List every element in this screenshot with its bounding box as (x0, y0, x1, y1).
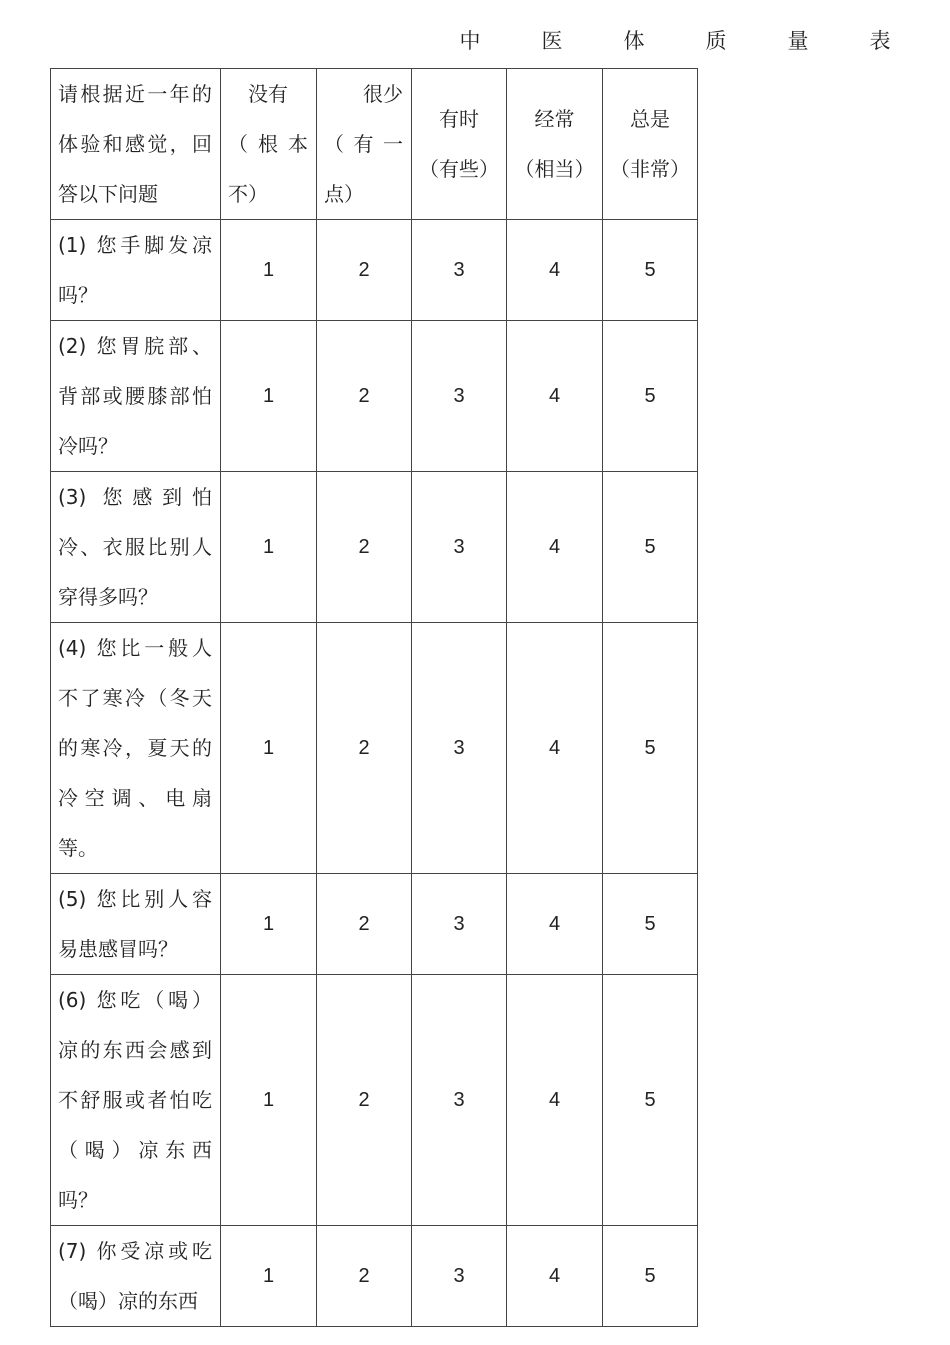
score-cell[interactable]: 3 (412, 1226, 507, 1327)
option-label: 经常 (534, 107, 575, 131)
option-sub: （相当） (514, 157, 595, 181)
header-prompt: 请根据近一年的体验和感觉，回答以下问题 (51, 69, 221, 220)
score-cell[interactable]: 1 (221, 1226, 317, 1327)
header-option-always (603, 69, 698, 220)
score-cell[interactable]: 2 (317, 874, 412, 975)
score-cell[interactable]: 5 (603, 220, 698, 321)
score-cell[interactable]: 3 (412, 975, 507, 1226)
table-row (51, 874, 698, 975)
score-cell[interactable]: 2 (317, 220, 412, 321)
score-cell[interactable]: 5 (603, 472, 698, 623)
question-text: (3) 您感到怕冷、衣服比别人穿得多吗？ (51, 472, 221, 623)
score-cell[interactable]: 1 (221, 623, 317, 874)
score-cell[interactable]: 2 (317, 623, 412, 874)
question-text: (5) 您比别人容易患感冒吗？ (51, 874, 221, 975)
score-cell[interactable]: 4 (507, 1226, 603, 1327)
score-cell[interactable]: 4 (507, 623, 603, 874)
score-cell[interactable]: 2 (317, 975, 412, 1226)
score-cell[interactable]: 5 (603, 623, 698, 874)
option-sub: （根本不） (228, 132, 308, 206)
score-cell[interactable]: 3 (412, 623, 507, 874)
table-row (51, 220, 698, 321)
score-cell[interactable]: 1 (221, 220, 317, 321)
title-char: 中 (459, 29, 481, 53)
header-option-rarely (317, 69, 412, 220)
score-cell[interactable]: 3 (412, 874, 507, 975)
table-row (51, 321, 698, 472)
score-cell[interactable]: 2 (317, 321, 412, 472)
score-cell[interactable]: 1 (221, 472, 317, 623)
question-text: (2) 您胃脘部、背部或腰膝部怕冷吗？ (51, 321, 221, 472)
option-label: 很少 (363, 82, 403, 106)
question-text: (1) 您手脚发凉吗？ (51, 220, 221, 321)
table-row (51, 472, 698, 623)
score-cell[interactable]: 4 (507, 975, 603, 1226)
score-cell[interactable]: 3 (412, 220, 507, 321)
table-row (51, 623, 698, 874)
table-row (51, 975, 698, 1226)
score-cell[interactable]: 5 (603, 1226, 698, 1327)
question-text: (4) 您比一般人不了寒冷（冬天的寒冷，夏天的冷空调、电扇等。 (51, 623, 221, 874)
score-cell[interactable]: 4 (507, 874, 603, 975)
header-option-sometimes (412, 69, 507, 220)
table-row (51, 1226, 698, 1327)
option-sub: （有些） (419, 157, 499, 181)
score-cell[interactable]: 3 (412, 472, 507, 623)
option-label: 有时 (439, 107, 479, 131)
page-title (430, 26, 920, 56)
score-cell[interactable]: 5 (603, 975, 698, 1226)
score-cell[interactable]: 4 (507, 472, 603, 623)
option-label: 总是 (630, 107, 670, 131)
title-char: 表 (869, 29, 891, 53)
title-char: 体 (623, 29, 645, 53)
score-cell[interactable]: 1 (221, 874, 317, 975)
option-sub: （有一点） (324, 132, 403, 206)
option-label: 没有 (248, 82, 288, 106)
score-cell[interactable]: 2 (317, 1226, 412, 1327)
score-cell[interactable]: 4 (507, 220, 603, 321)
header-option-often (507, 69, 603, 220)
score-cell[interactable]: 4 (507, 321, 603, 472)
header-option-never (221, 69, 317, 220)
score-cell[interactable]: 5 (603, 874, 698, 975)
title-char: 质 (705, 29, 727, 53)
score-cell[interactable]: 5 (603, 321, 698, 472)
title-char: 量 (787, 29, 809, 53)
header-row (51, 69, 698, 220)
title-char: 医 (541, 29, 563, 53)
option-sub: （非常） (610, 157, 690, 181)
score-cell[interactable]: 3 (412, 321, 507, 472)
score-cell[interactable]: 1 (221, 975, 317, 1226)
score-cell[interactable]: 2 (317, 472, 412, 623)
score-cell[interactable]: 1 (221, 321, 317, 472)
question-text: (6) 您吃（喝）凉的东西会感到不舒服或者怕吃（喝）凉东西吗？ (51, 975, 221, 1226)
constitution-questionnaire-table (50, 68, 698, 1327)
question-text: (7) 你受凉或吃（喝）凉的东西 (51, 1226, 221, 1327)
